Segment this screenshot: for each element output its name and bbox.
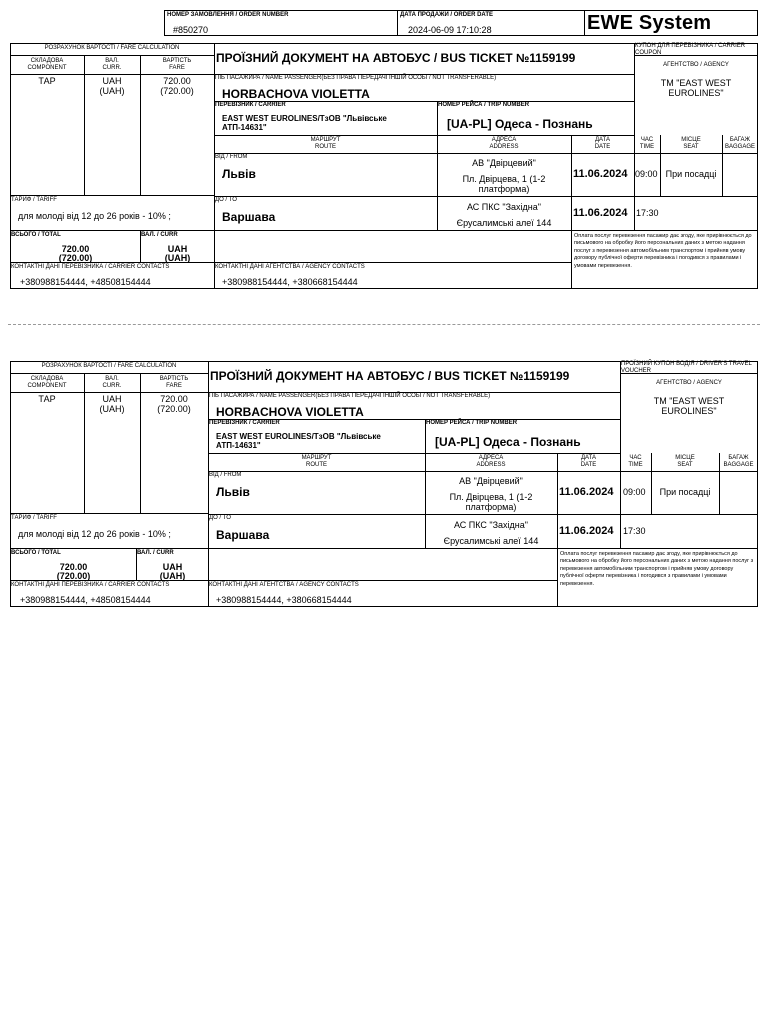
tariff-box: ТАРИФ / TARIFF для молоді від 12 до 26 років - 10% ;: [10, 195, 215, 231]
terms: Оплата послуг перевезення пасажир дає згоду, яке прирівнюється до письмового на обробку його персональних даних з метою надання послуг з перевезення автомобільним транспортом і прийняв умову договору публічної оферти перевізника і погодився з правилами і умовами перевезення.: [574, 233, 752, 269]
carrier-box: ПЕРЕВІЗНИК / CARRIER EAST WEST EUROLINES/ТзОВ "Львівське АТП-14631": [214, 101, 438, 136]
baggage: [722, 153, 758, 197]
cut-line: [8, 324, 760, 325]
from-time: 09:00: [635, 169, 658, 179]
system-name-box: [584, 10, 758, 36]
agency-contacts-box: КОНТАКТНІ ДАНІ АГЕНТСТВА / AGENCY CONTACTS +380988154444, +380668154444: [214, 262, 572, 289]
total-value: 720.00: [61, 244, 90, 254]
seat: При посадці: [665, 169, 717, 179]
order-date: 2024-06-09 17:10:28: [408, 25, 492, 35]
order-number-box: [164, 10, 398, 36]
fare-value: 720.00: [163, 76, 191, 86]
fare-calc-header: РОЗРАХУНОК ВАРТОСТІ / FARE CALCULATION: [10, 43, 215, 56]
order-date-box: [397, 10, 585, 36]
to-time: 17:30: [636, 208, 659, 218]
passenger-box: ПІБ ПАСАЖИРА / NAME PASSENGER(БЕЗ ПРАВА ПЕРЕДАЧІ ІНШІЙ ОСОБІ / NOT TRANSFERABLE) HORBACHOVA VIOLETTA: [214, 74, 635, 102]
total-currency: UAH: [167, 244, 188, 254]
fare-currency: UAH: [102, 76, 122, 86]
to-station: АС ПКС "Західна": [467, 202, 541, 212]
system-name: EWE System: [587, 12, 712, 34]
tariff-value: для молоді від 12 до 26 років - 10% ;: [18, 211, 171, 221]
carrier-contacts: +380988154444, +48508154444: [20, 277, 151, 287]
carrier-name: EAST WEST EUROLINES/ТзОВ "Львівське АТП-14631": [222, 114, 387, 132]
from-address: Пл. Двірцева, 1 (1-2 платформа): [462, 174, 546, 194]
trip-number: [UA-PL] Одеса - Познань: [447, 117, 593, 131]
ticket-driver-voucher: РОЗРАХУНОК ВАРТОСТІ / FARE CALCULATION СКЛАДОВА COMPONENT ВАЛ. CURR. ВАРТІСТЬ FARE ТАР UAH (UAH) 720.00 (720.00) ТАРИФ / TARIFF для молоді від 12 до 26 років - 10% ; ВСЬОГО / TOTAL 720.00 (720.00) ВАЛ. / CURR UAH (UAH) КОНТАКТНІ ДАНІ ПЕРЕВІЗНИКА / CARRIER CONTACTS +380988154444, +48508154444 ПРОЇЗНИЙ ДОКУМЕНТ НА АВТОБУС / BUS TICKET №1159199 ПІБ ПАСАЖИРА / NAME PASSENGER(БЕЗ ПРАВА ПЕРЕДАЧІ ІНШІЙ ОСОБІ / NOT TRANSFERABLE) HORBACHOVA VIOLETTA ПЕРЕВІЗНИК / CARRIER EAST WEST EUROLINES/ТзОВ "Львівське АТП-14631" НОМЕР РЕЙСА / TRIP NUMBER [UA-PL] Одеса - Познань МАРШРУТ ROUTE АДРЕСА ADDRESS ДАТА DATE ЧАС TIME МІСЦЕ SEAT БАГАЖ BAGGAGE ВІД / FROM Львів АВ "Двірцевий" Пл. Двірцева, 1 (1-2 платформа) 11.06.2024 09:00 При посадці ДО / TO Варшава АС ПКС "Західна" Єрусалимські алеї 144 11.06.2024 17:30 Оплата послуг перевезення пасажир дає згоду, яке прирівнюється до письмового на обробку його персональних даних з метою надання послуг з перевезення автомобільним транспортом і прийняв умову договору публічної оферти перевізника і погодився з правилами і умовами перевезення. КОНТАКТНІ ДАНІ АГЕНТСТВА / AGENCY CONTACTS +380988154444, +380668154444 ПРОЇЗНИЙ КУПОН ВОДІЯ / DRIVER'S TRAVEL VOUCHER АГЕНТСТВО / AGENCY ТМ "EAST WEST EUROLINES": [10, 361, 758, 607]
from-date: 11.06.2024: [573, 168, 628, 180]
ticket-title: ПРОЇЗНИЙ ДОКУМЕНТ НА АВТОБУС / BUS TICKET №1159199: [216, 51, 576, 65]
order-number: #850270: [173, 25, 209, 35]
to-city: Варшава: [222, 210, 276, 224]
from-box: ВІД / FROM Львів: [214, 153, 438, 197]
agency-contacts: +380988154444, +380668154444: [222, 277, 358, 287]
from-city: Львів: [222, 167, 256, 181]
order-number-label: НОМЕР ЗАМОВЛЕННЯ / ORDER NUMBER: [167, 12, 289, 18]
driver-voucher-label: ПРОЇЗНИЙ КУПОН ВОДІЯ / DRIVER'S TRAVEL VOUCHER: [621, 361, 752, 374]
passenger-name: HORBACHOVA VIOLETTA: [222, 87, 370, 101]
agency-name: ТМ "EAST WEST EUROLINES": [660, 78, 732, 98]
fare-component: ТАР: [38, 76, 56, 86]
to-address: Єрусалимські алеї 144: [456, 218, 552, 228]
terms-box: [571, 230, 758, 289]
to-box: ДО / TO Варшава: [214, 196, 438, 231]
order-date-label: ДАТА ПРОДАЖИ / ORDER DATE: [400, 12, 493, 18]
from-station: АВ "Двірцевий": [472, 158, 536, 168]
ticket-carrier-coupon: РОЗРАХУНОК ВАРТОСТІ / FARE CALCULATION СКЛАДОВА COMPONENT ВАЛ. CURR. ВАРТІСТЬ FARE ТАР UAH (UAH) 720.00 (720.00) ТАРИФ / TARIFF для молоді від 12 до 26 років - 10% ; ВСЬОГО / TOTAL 720.00 (720.00) ВАЛ. / CURR UAH (UAH) КОНТАКТНІ ДАНІ ПЕРЕВІЗНИКА / CARRIER CONTACTS +380988154444, +48508154444 ПРОЇЗНИЙ ДОКУМЕНТ НА АВТОБУС / BUS TICKET №1159199 ПІБ ПАСАЖИРА / NAME PASSENGER(БЕЗ ПРАВА ПЕРЕДАЧІ ІНШІЙ ОСОБІ / NOT TRANSFERABLE) HORBACHOVA VIOLETTA ПЕРЕВІЗНИК / CARRIER EAST WEST EUROLINES/ТзОВ "Львівське АТП-14631" НОМЕР РЕЙСА / TRIP NUMBER [UA-PL] Одеса - Познань МАРШРУТ ROUTE АДРЕСА ADDRESS ДАТА DATE ЧАС TIME МІСЦЕ SEAT БАГАЖ BAGGAGE ВІД / FROM Львів АВ "Двірцевий" Пл. Двірцева, 1 (1-2 платформа) 11.06.2024 09:00 При посадці ДО / TO Варшава АС ПКС "Західна" Єрусалимські алеї 144 11.06.2024 17:30 Оплата послуг перевезення пасажир дає згоду, яке прирівнюється до письмового на обробку його персональних даних з метою надання послуг з перевезення автомобільним транспортом і прийняв умову договору публічної оферти перевізника і погодився з правилами і умовами перевезення. КОНТАКТНІ ДАНІ АГЕНТСТВА / AGENCY CONTACTS +380988154444, +380668154444 КУПОН ДЛЯ ПЕРЕВІЗНИКА / CARRIER COUPON АГЕНТСТВО / AGENCY ТМ "EAST WEST EUROLINES": [10, 43, 758, 289]
trip-box: НОМЕР РЕЙСА / TRIP NUMBER [UA-PL] Одеса - Познань: [437, 101, 635, 136]
to-date: 11.06.2024: [573, 207, 628, 219]
carrier-coupon-label: КУПОН ДЛЯ ПЕРЕВІЗНИКА / CARRIER COUPON: [635, 43, 746, 56]
carrier-contacts-box: КОНТАКТНІ ДАНІ ПЕРЕВІЗНИКА / CARRIER CONTACTS +380988154444, +48508154444: [10, 262, 215, 289]
